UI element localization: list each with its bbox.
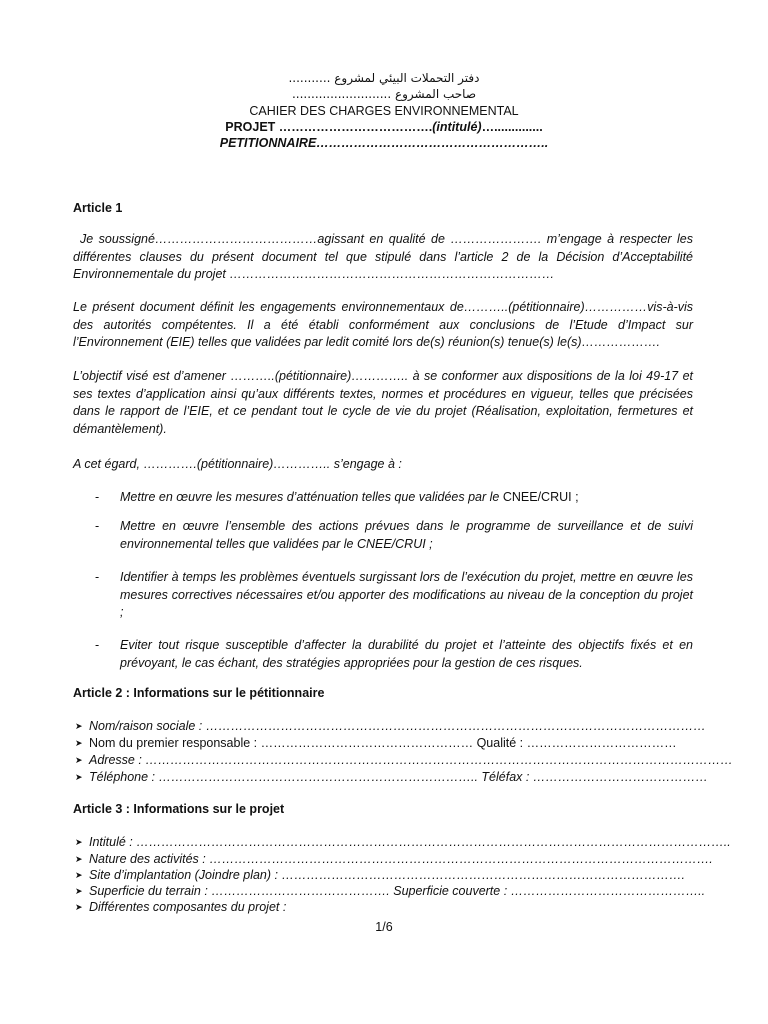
info-line [75, 769, 708, 786]
dash-bullet: - [95, 519, 100, 533]
dash-bullet: - [95, 638, 100, 652]
info-line [75, 718, 706, 735]
page-number: 1/6 [375, 920, 393, 934]
petitionnaire-line: PETITIONNAIRE……………………………………………….. [219, 136, 549, 150]
commitment-text: Mettre en œuvre les mesures d’atténuation telles que validées par le [120, 490, 503, 504]
info-line [75, 834, 731, 851]
projet-line [0, 119, 768, 135]
info-text: Intitulé : …………………………………………………………………………………………………………………………….. [89, 835, 731, 849]
commitment-text: Mettre en œuvre l’ensemble des actions prévues dans le programme de surveillance et de suivi environnemental telles que validées par le CNEE/CRUI ; [120, 519, 693, 551]
info-text: Téléphone : ………………………………………………………………….. Téléfax : …………………………………… [89, 770, 708, 784]
info-line [75, 867, 685, 884]
arrow-bullet-icon: ➤ [75, 721, 83, 731]
arrow-bullet-icon: ➤ [75, 738, 83, 748]
info-text: Nom/raison sociale : ………………………………………………………………………………………………………… [89, 719, 706, 733]
commitment-item [95, 489, 693, 507]
info-text: Superficie du terrain : ……………………………………. Superficie couverte : ……………………………………….. [89, 884, 706, 898]
info-line [75, 851, 713, 868]
commitment-text-plain: CNEE/CRUI ; [502, 490, 579, 504]
arrow-bullet-icon: ➤ [75, 854, 83, 864]
info-line [75, 735, 677, 752]
arrow-bullet-icon: ➤ [75, 902, 83, 912]
projet-label: PROJET ………………………………. [225, 120, 433, 134]
info-text: Nom du premier responsable : …………………………………………… Qualité : ……………………………… [89, 736, 677, 750]
info-text: Nature des activités : …………………………………………………………………………………………………………. [89, 852, 713, 866]
dash-bullet: - [95, 570, 100, 584]
commitment-item [95, 569, 693, 622]
projet-intitule: (intitulé) [432, 120, 482, 134]
info-text: Site d’implantation (Joindre plan) : ……………………………………………………………………………………. [89, 868, 685, 882]
article1-paragraph-1: Je soussigné…………………………………agissant en qualité de …………………. m’engage à respecter les différentes clauses du présent document tel que stipulé dans l’article 2 de la Décision d’Acceptabilité Environnementale du projet …………………………………………………………………… [73, 232, 693, 281]
commitment-item [95, 637, 693, 672]
commitment-text: Eviter tout risque susceptible d’affecter la durabilité du projet et l’atteinte des objectifs fixés et en prévoyant, le cas échant, des stratégies appropriées pour la gestion de ces risques. [120, 638, 693, 670]
arrow-bullet-icon: ➤ [75, 837, 83, 847]
article1-paragraph-4: A cet égard, ………….(pétitionnaire)………….. s’engage à : [73, 457, 402, 471]
info-line [75, 752, 733, 769]
projet-dots: ….............. [481, 120, 543, 134]
dash-bullet: - [95, 490, 100, 504]
article1-paragraph-2: Le présent document définit les engagements environnementaux de………..(pétitionnaire)……………vis-à-vis des autorités compétentes. Il a été établi conformément aux conclusions de l’Etude d’Impact sur l’Environnement (EIE) telles que validées par ledit comité lors de(s) réunion(s) tenue(s) le(s)………………. [73, 300, 693, 349]
info-line [75, 899, 286, 916]
article3-heading: Article 3 : Informations sur le projet [73, 802, 285, 816]
arrow-bullet-icon: ➤ [75, 870, 83, 880]
info-text: Adresse : …………………………………………………………………………………………………………………………… [89, 753, 733, 767]
arrow-bullet-icon: ➤ [75, 886, 83, 896]
info-text: Différentes composantes du projet : [89, 900, 287, 914]
article1-heading: Article 1 [73, 201, 123, 215]
arabic-title-line: دفتر التحملات البيئي لمشروع ........... [288, 71, 480, 85]
arrow-bullet-icon: ➤ [75, 772, 83, 782]
info-line [75, 883, 705, 900]
arabic-owner-line: صاحب المشروع .......................... [291, 87, 477, 101]
document-title: CAHIER DES CHARGES ENVIRONNEMENTAL [249, 104, 519, 118]
article2-heading: Article 2 : Informations sur le pétitionnaire [73, 686, 325, 700]
article1-paragraph-3: L’objectif visé est d’amener ………..(pétitionnaire)………….. à se conformer aux dispositions de la loi 49-17 et ses textes d’application ainsi qu’aux différents textes, normes et procédures en vigueur, telles que précisées dans le rapport de l’EIE, et ce pendant tout le cycle de vie du projet (Réalisation, exploitation, fermetures et démantèlement). [73, 369, 693, 436]
commitment-text: Identifier à temps les problèmes éventuels surgissant lors de l’exécution du projet, mettre en œuvre les mesures correctives nécessaires et/ou apporter des modifications au niveau de la conception du projet ; [120, 570, 693, 619]
commitment-item [95, 518, 693, 553]
arrow-bullet-icon: ➤ [75, 755, 83, 765]
